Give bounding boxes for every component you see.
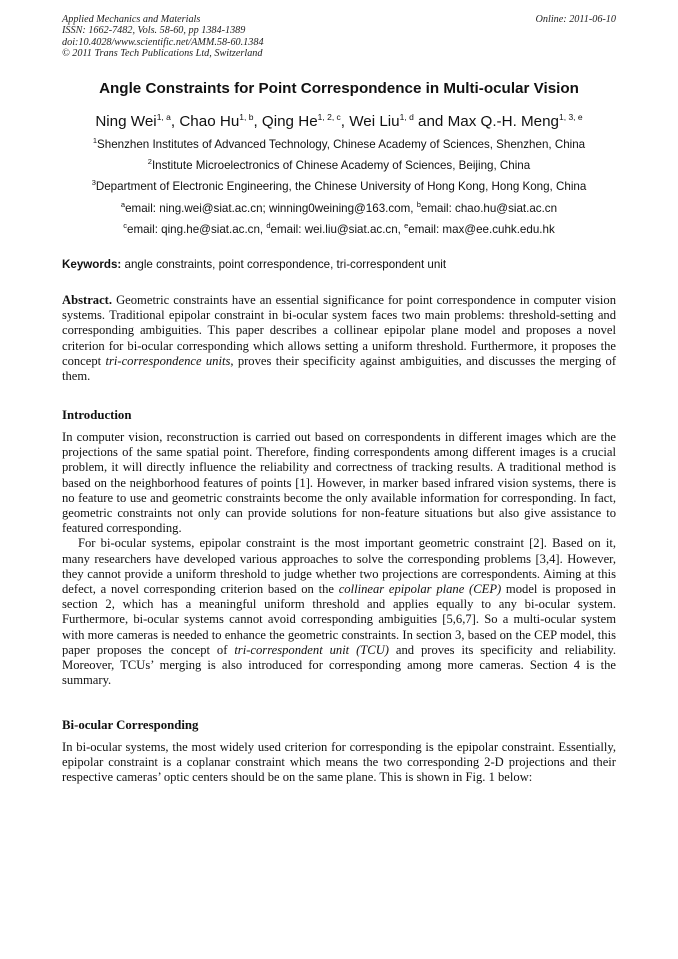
author-name: Wei Liu [349, 113, 400, 130]
author-sup: 1, d [399, 112, 414, 122]
copyright-line: © 2011 Trans Tech Publications Ltd, Switzerland [62, 48, 263, 60]
biocular-body [62, 740, 616, 786]
introduction-heading: Introduction [62, 408, 132, 422]
author-sup: 1, 2, c [317, 112, 341, 122]
keywords-line [62, 258, 616, 272]
author-sup: 1, a [156, 112, 171, 122]
author-sup: 1, 3, e [559, 112, 583, 122]
author-name: Ning Wei [95, 113, 157, 130]
affiliation-3: $^3$Department of Electronic Engineering, the Chinese University of Hong Kong, Hong Kong, China [91, 178, 587, 193]
author-name: Max Q.-H. Meng [447, 113, 559, 130]
author-list [62, 112, 616, 132]
abstract: Abstract. Geometric constraints have an essential significance for point correspondence in computer vision systems. Traditional epipolar constraint in bi-ocular system faces two main problems: threshold-setting and corresponding ambiguities. This paper describes a collinear epipolar plane model and proposes a novel criterion for bi-ocular corresponding which allows setting a uniform threshold. Furthermore, it proposes the concept tri-correspondence units, proves their specificity against ambiguities, and discusses the merging of them. [62, 293, 617, 384]
email-line-1: $^a$email: ning.wei@siat.ac.cn; winning0weining@163.com, $^b$email: chao.hu@siat.ac.cn [120, 200, 558, 215]
biocular-heading: Bi-ocular Corresponding [62, 718, 199, 732]
intro-paragraph-1: In computer vision, reconstruction is carried out based on correspondents in different images which are the projections of the same spatial point. Therefore, finding correspondents among different images is a crucial problem, it will directly influence the reliability and correctness of tracking results. A traditional method is based on the neighborhood features of points [1]. However, in marker based infrared vision systems, there is no feature to use and geometric constraints become the only available information for corresponding. In fact, geometric constraints not only can provide solutions for non-feature situations but also give assistance to featured corresponding. [62, 430, 616, 536]
author-sep: , [253, 113, 262, 130]
author-sep: , [340, 113, 350, 130]
intro-paragraph-2: For bi-ocular systems, epipolar constraint is the most important geometric constraint [2]. Based on it, many researchers have developed various approaches to solve the corresponding problems [3,4]. However, they cannot provide a uniform threshold to judge whether two projections are correspondents. Aiming at this defect, a novel corresponding criterion based on the collinear epipolar plane (CEP) model is proposed in section 2, which has a meaningful uniform threshold and applies equally to any bi-ocular system. Furthermore, bi-ocular systems cannot avoid corresponding ambiguities [5,6,7]. So a multi-ocular system with more cameras is needed to enhance the geometric constraints. In section 3, based on the CEP model, this paper proposes the concept of tri-correspondent unit (TCU) and proves its specificity and reliability. Moreover, TCUs’ merging is also introduced for corresponding among more cameras. Section 4 is the summary. [62, 536, 616, 688]
paper-title: Angle Constraints for Point Correspondence in Multi-ocular Vision [99, 80, 579, 97]
keywords-label: Keywords: [62, 258, 122, 271]
abstract-label: Abstract. [62, 293, 113, 307]
online-date: Online: 2011-06-10 [535, 14, 616, 25]
author-name: Chao Hu [179, 113, 240, 130]
introduction-body [62, 430, 616, 688]
affiliation-1: $^1$Shenzhen Institutes of Advanced Technology, Chinese Academy of Sciences, Shenzhen, China [92, 136, 586, 151]
affiliation-2: $^2$Institute Microelectronics of Chinese Academy of Sciences, Beijing, China [147, 157, 531, 172]
keywords-text: angle constraints, point correspondence, tri-correspondent unit [121, 258, 447, 271]
author-sep: , [170, 113, 180, 130]
doi-line: doi:10.4028/www.scientific.net/AMM.58-60.1384 [62, 36, 264, 48]
journal-name: Applied Mechanics and Materials [62, 14, 201, 25]
author-name: Qing He [261, 113, 318, 130]
author-sep: and [413, 113, 448, 130]
issn-line: ISSN: 1662-7482, Vols. 58-60, pp 1384-1389 [62, 25, 246, 37]
biocular-paragraph-1: In bi-ocular systems, the most widely used criterion for corresponding is the epipolar constraint. Essentially, epipolar constraint is a coplanar constraint which means the two corresponding 2-D projections and their respective cameras’ optic centers should be on the same plane. This is shown in Fig. 1 below: [62, 740, 616, 785]
email-line-2: $^c$email: qing.he@siat.ac.cn, $^d$email: wei.liu@siat.ac.cn, $^e$email: max@ee.cuhk.edu.hk [123, 221, 555, 236]
author-sup: 1, b [239, 112, 254, 122]
journal-header [62, 14, 616, 60]
